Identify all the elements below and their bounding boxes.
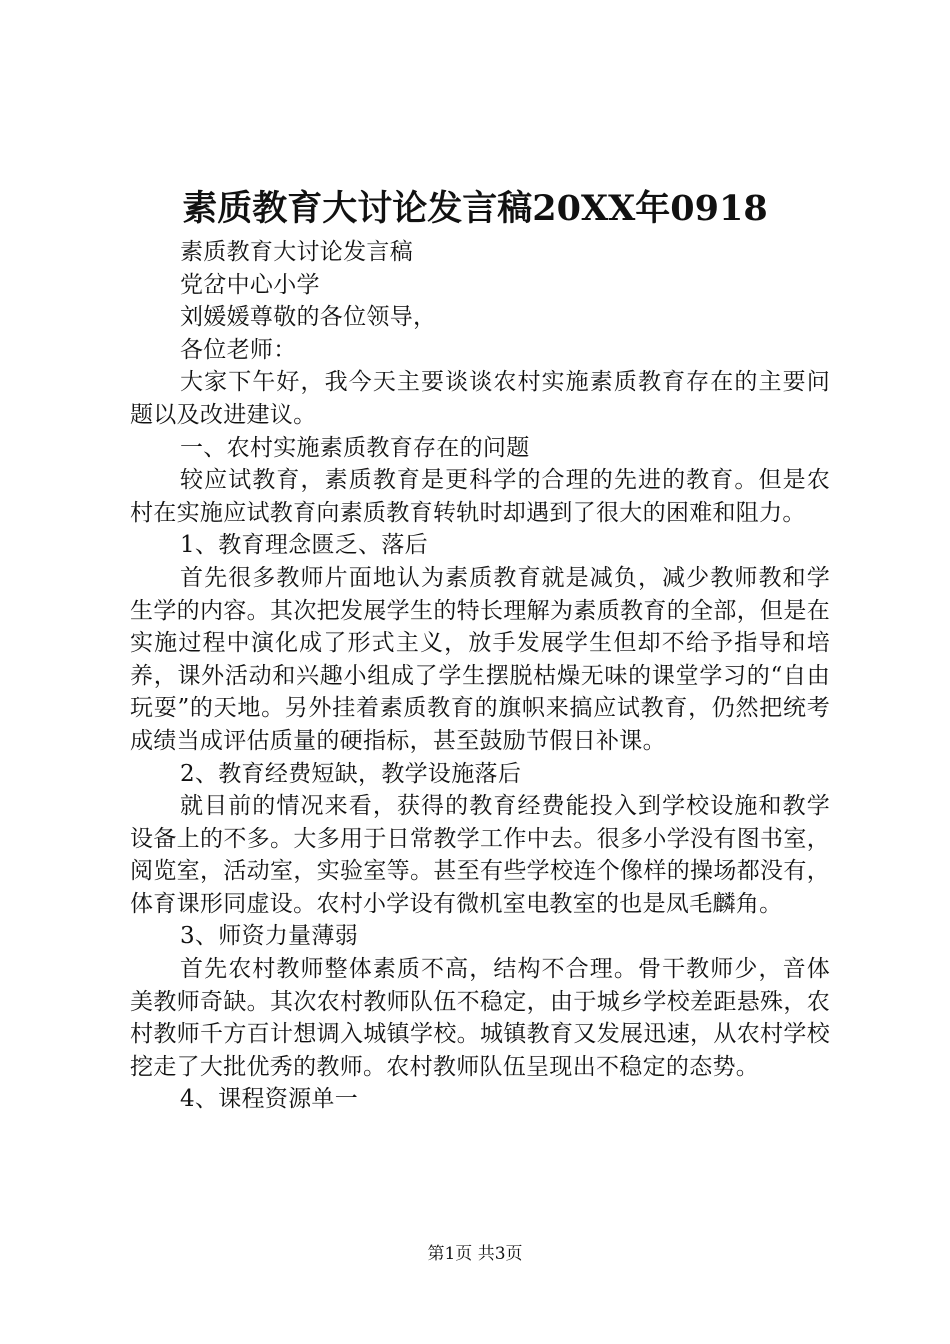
paragraph: 较应试教育，素质教育是更科学的合理的先进的教育。但是农村在实施应试教育向素质教育转轨时却遇到了很大的困难和阻力。 bbox=[130, 467, 830, 526]
subsection-heading: 1、教育理念匮乏、落后 bbox=[180, 532, 428, 559]
page-number-footer: 第1页 共3页 bbox=[427, 1244, 523, 1264]
paragraph: 素质教育大讨论发言稿 bbox=[180, 239, 413, 265]
subsection-heading: 3、师资力量薄弱 bbox=[180, 923, 359, 950]
paragraph: 刘媛媛尊敬的各位领导， bbox=[180, 304, 437, 331]
paragraph: 首先农村教师整体素质不高，结构不合理。骨干教师少，音体美教师奇缺。其次农村教师队伍不稳定，由于城乡学校差距悬殊，农村教师千方百计想调入城镇学校。城镇教育又发展迅速，从农村学校挖走了大批优秀的教师。农村教师队伍呈现出不稳定的态势。 bbox=[130, 956, 830, 1080]
paragraph: 就目前的情况来看，获得的教育经费能投入到学校设施和教学设备上的不多。大多用于日常教学工作中去。很多小学没有图书室，阅览室，活动室，实验室等。甚至有些学校连个像样的操场都没有，体育课形同虚设。农村小学设有微机室电教室的也是凤毛麟角。 bbox=[130, 793, 830, 917]
document-body bbox=[130, 236, 830, 1116]
subsection-heading: 4、课程资源单一 bbox=[180, 1086, 359, 1113]
subsection-heading: 2、教育经费短缺，教学设施落后 bbox=[180, 760, 522, 787]
paragraph: 各位老师： bbox=[180, 336, 297, 363]
paragraph: 党岔中心小学 bbox=[180, 271, 320, 298]
paragraph: 大家下午好，我今天主要谈谈农村实施素质教育存在的主要问题以及改进建议。 bbox=[130, 369, 830, 428]
document-title: 素质教育大讨论发言稿20XX年0918 bbox=[182, 188, 768, 229]
paragraph: 首先很多教师片面地认为素质教育就是减负，减少教师教和学生学的内容。其次把发展学生的特长理解为素质教育的全部，但是在实施过程中演化成了形式主义，放手发展学生但却不给予指导和培养，课外活动和兴趣小组成了学生摆脱枯燥无味的课堂学习的“自由玩耍”的天地。另外挂着素质教育的旗帜来搞应试教育，仍然把统考成绩当成评估质量的硬指标，甚至鼓励节假日补课。 bbox=[130, 564, 830, 754]
section-heading: 一、农村实施素质教育存在的问题 bbox=[180, 434, 530, 461]
